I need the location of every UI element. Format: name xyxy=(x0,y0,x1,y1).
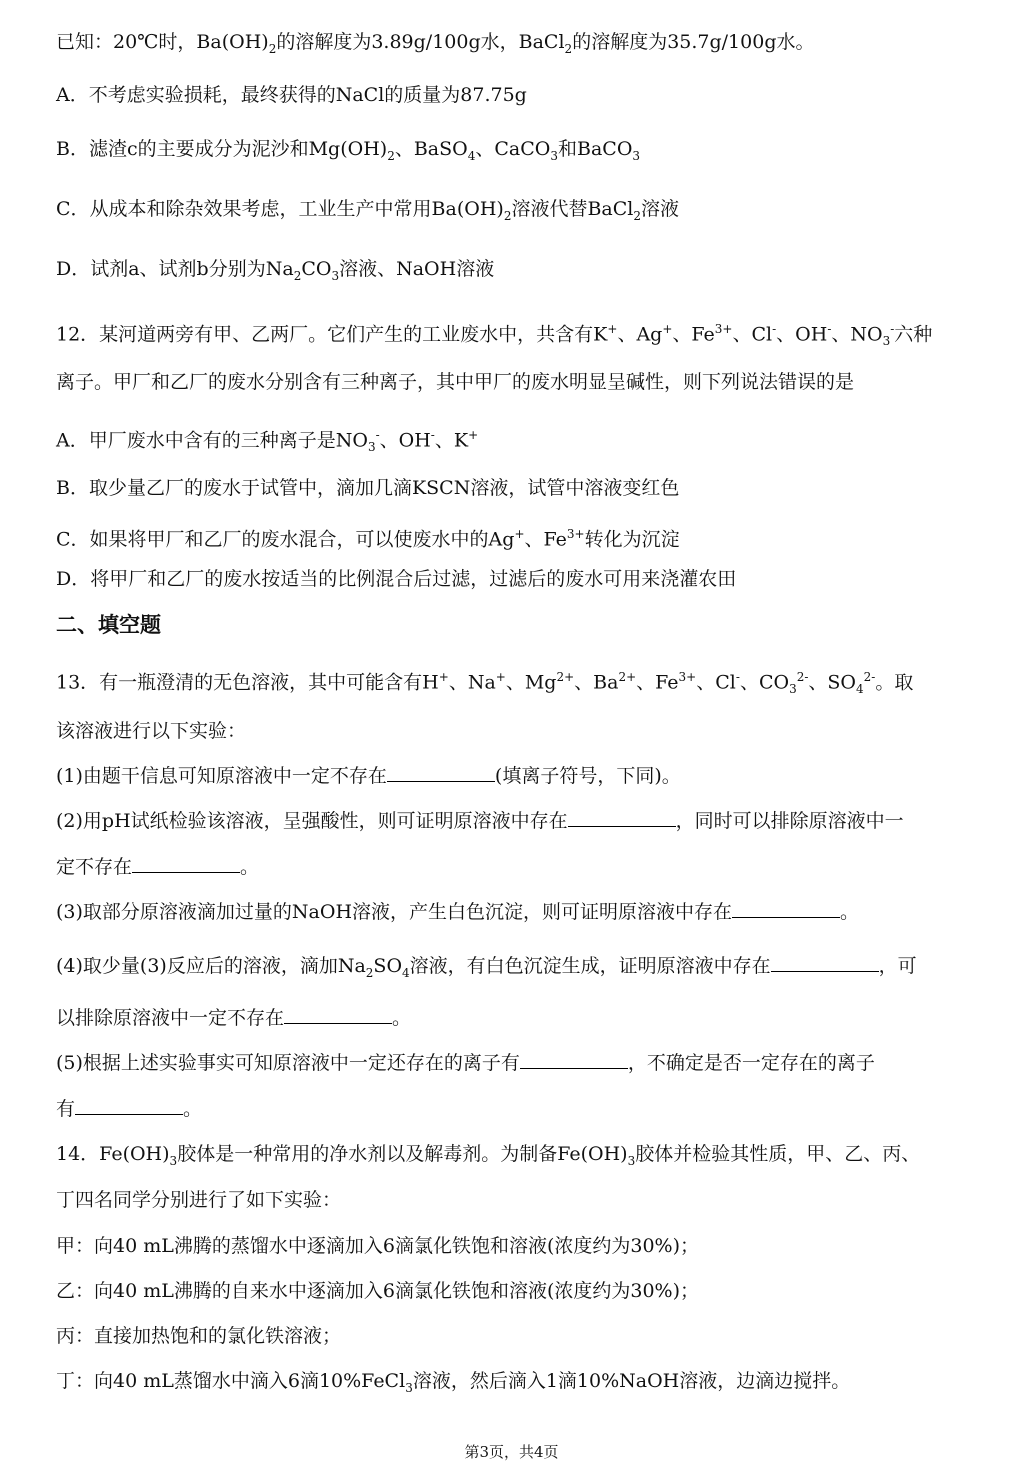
subscript: 2 xyxy=(268,41,277,56)
superscript: + xyxy=(438,670,449,684)
text-span: 转化为沉淀 xyxy=(584,528,680,551)
text-span: 。 xyxy=(183,1098,203,1120)
subscript: 2 xyxy=(387,148,395,163)
text-span: 二、填空题 xyxy=(56,613,161,637)
text-line xyxy=(56,853,259,881)
text-span: ，不确定是否一定存在的离子 xyxy=(627,1052,875,1074)
text-line xyxy=(56,1140,920,1175)
text-span: 溶液、NaOH溶液 xyxy=(339,258,495,280)
subscript: 4 xyxy=(856,682,864,697)
text-span: C．从成本和除杂效果考虑，工业生产中常用Ba(OH) xyxy=(56,198,504,220)
text-line xyxy=(56,135,640,170)
text-span: (填离子符号，下同)。 xyxy=(494,765,681,787)
text-span: 、Cl xyxy=(732,323,773,346)
superscript: - xyxy=(375,428,380,442)
text-span: 丁：向40 mL蒸馏水中滴入6滴10%FeCl xyxy=(56,1370,406,1392)
text-span: 乙：向40 mL沸腾的自来水中逐滴加入6滴氯化铁饱和溶液(浓度约为30%)； xyxy=(56,1280,699,1302)
text-line xyxy=(56,1322,341,1350)
answer-blank xyxy=(568,808,676,827)
text-line xyxy=(56,315,932,355)
text-span: 离子。甲厂和乙厂的废水分别含有三种离子，其中甲厂的废水明显呈碱性，则下列说法错误的是 xyxy=(56,371,855,393)
text-span: 已知：20℃时，Ba(OH) xyxy=(56,31,269,53)
text-line xyxy=(56,1277,699,1305)
text-span: 以排除原溶液中一定不存在 xyxy=(56,1007,285,1029)
text-span: 、NO xyxy=(831,323,883,346)
text-span: 、CaCO xyxy=(475,138,551,160)
text-span: A．不考虑实验损耗，最终获得的NaCl的质量为87.75g xyxy=(56,84,527,106)
text-span: 。取 xyxy=(875,671,914,694)
text-span: 。 xyxy=(240,856,260,878)
superscript: 3+ xyxy=(566,527,585,541)
superscript: + xyxy=(468,428,479,442)
superscript: - xyxy=(890,322,895,336)
text-span: 和BaCO xyxy=(558,138,633,160)
subscript: 4 xyxy=(467,148,476,163)
subscript: 2 xyxy=(365,965,374,980)
answer-blank xyxy=(771,953,879,972)
text-line xyxy=(56,421,478,461)
text-line xyxy=(56,1232,699,1260)
subscript: 3 xyxy=(331,268,340,283)
text-span: ，可 xyxy=(878,955,917,977)
text-span: 、BaSO xyxy=(394,138,468,160)
text-span: (5)根据上述实验事实可知原溶液中一定还存在的离子有 xyxy=(56,1052,520,1074)
text-line xyxy=(56,717,246,745)
answer-blank xyxy=(75,1096,183,1115)
superscript: + xyxy=(662,322,673,336)
text-span: 、CO xyxy=(739,671,790,694)
text-span: 13．有一瓶澄清的无色溶液，其中可能含有H xyxy=(56,671,439,694)
answer-blank xyxy=(132,854,240,873)
superscript: 3+ xyxy=(678,670,697,684)
superscript: - xyxy=(772,322,777,336)
answer-blank xyxy=(284,1005,392,1024)
superscript: 3+ xyxy=(714,322,733,336)
text-span: 14．Fe(OH) xyxy=(56,1143,170,1165)
text-span: 丙：直接加热饱和的氯化铁溶液； xyxy=(56,1325,342,1347)
page-footer: 第3页，共4页 xyxy=(464,1443,559,1461)
superscript: + xyxy=(514,527,525,541)
text-line xyxy=(56,1049,875,1077)
subscript: 3 xyxy=(169,1153,178,1168)
text-span: 六种 xyxy=(894,323,933,346)
text-line xyxy=(56,520,680,553)
text-span: (4)取少量(3)反应后的溶液，滴加Na xyxy=(56,955,366,977)
answer-blank xyxy=(520,1050,628,1069)
text-span: 胶体并检验其性质，甲、乙、丙、 xyxy=(635,1143,921,1165)
subscript: 3 xyxy=(405,1380,413,1395)
superscript: + xyxy=(495,670,506,684)
text-line xyxy=(56,81,527,109)
text-span: A．甲厂废水中含有的三种离子是NO xyxy=(56,429,368,452)
superscript: - xyxy=(430,428,435,442)
text-span: C．如果将甲厂和乙厂的废水混合，可以使废水中的Ag xyxy=(56,528,515,551)
text-span: 、Ba xyxy=(574,671,619,694)
text-line xyxy=(56,663,913,703)
text-span: 有 xyxy=(56,1098,76,1120)
text-span: 溶液，有白色沉淀生成，证明原溶液中存在 xyxy=(409,955,771,977)
superscript: 2- xyxy=(863,670,876,684)
text-span: 、SO xyxy=(808,671,856,694)
text-span: 、OH xyxy=(776,323,828,346)
subscript: 3 xyxy=(550,148,558,163)
text-span: B．取少量乙厂的废水于试管中，滴加几滴KSCN溶液，试管中溶液变红色 xyxy=(56,477,680,499)
text-span: ，同时可以排除原溶液中一 xyxy=(675,810,904,832)
subscript: 3 xyxy=(789,682,797,697)
text-span: 溶液，然后滴入1滴10%NaOH溶液，边滴边搅拌。 xyxy=(412,1370,851,1392)
text-span: 、Fe xyxy=(524,528,567,551)
text-line xyxy=(56,565,736,593)
text-span: 溶液代替BaCl xyxy=(511,198,634,220)
text-span: 、Mg xyxy=(505,671,557,694)
text-span: 、K xyxy=(434,429,469,452)
superscript: 2- xyxy=(796,670,809,684)
superscript: + xyxy=(607,322,618,336)
subscript: 4 xyxy=(402,965,410,980)
subscript: 3 xyxy=(882,334,891,349)
text-span: 、Na xyxy=(448,671,496,694)
text-span: 、Fe xyxy=(672,323,715,346)
text-line xyxy=(56,368,854,396)
superscript: 2+ xyxy=(618,670,637,684)
text-span: SO xyxy=(373,955,403,977)
text-span: D．将甲厂和乙厂的废水按适当的比例混合后过滤，过滤后的废水可用来浇灌农田 xyxy=(56,568,737,590)
subscript: 3 xyxy=(632,148,641,163)
text-line xyxy=(56,898,859,926)
section-heading xyxy=(56,611,161,639)
text-span: 丁四名同学分别进行了如下实验： xyxy=(56,1189,342,1211)
text-span: B．滤渣c的主要成分为泥沙和Mg(OH) xyxy=(56,138,388,160)
text-span: (1)由题干信息可知原溶液中一定不存在 xyxy=(56,765,387,787)
subscript: 3 xyxy=(627,1153,636,1168)
subscript: 2 xyxy=(564,41,573,56)
text-span: 该溶液进行以下实验： xyxy=(56,720,247,742)
text-span: 、OH xyxy=(379,429,431,452)
text-line xyxy=(56,762,681,790)
subscript: 3 xyxy=(367,440,376,455)
text-line xyxy=(56,28,814,63)
text-span: (2)用pH试纸检验该溶液，呈强酸性，则可证明原溶液中存在 xyxy=(56,810,568,832)
text-span: 。 xyxy=(392,1007,412,1029)
text-span: CO xyxy=(301,258,332,280)
text-span: 、Cl xyxy=(696,671,736,694)
superscript: - xyxy=(827,322,832,336)
text-span: 12．某河道两旁有甲、乙两厂。它们产生的工业废水中，共含有K xyxy=(56,323,608,346)
text-line xyxy=(56,255,494,290)
text-line xyxy=(56,807,904,835)
subscript: 2 xyxy=(293,268,302,283)
text-span: 胶体是一种常用的净水剂以及解毒剂。为制备Fe(OH) xyxy=(177,1143,628,1165)
text-span: 的溶解度为3.89g/100g水，BaCl xyxy=(276,31,565,53)
text-line xyxy=(56,1095,202,1123)
text-span: (3)取部分原溶液滴加过量的NaOH溶液，产生白色沉淀，则可证明原溶液中存在 xyxy=(56,901,733,923)
text-line xyxy=(56,195,679,230)
text-line xyxy=(56,1367,850,1402)
subscript: 2 xyxy=(503,208,512,223)
text-span: 。 xyxy=(840,901,860,923)
text-span: 的溶解度为35.7g/100g水。 xyxy=(572,31,815,53)
subscript: 2 xyxy=(633,208,641,223)
answer-blank xyxy=(732,899,840,918)
text-span: 、Ag xyxy=(617,323,663,346)
text-span: 甲：向40 mL沸腾的蒸馏水中逐滴加入6滴氯化铁饱和溶液(浓度约为30%)； xyxy=(56,1235,699,1257)
answer-blank xyxy=(387,763,495,782)
text-line xyxy=(56,474,679,502)
text-span: 溶液 xyxy=(641,198,680,220)
text-span: 、Fe xyxy=(636,671,679,694)
superscript: 2+ xyxy=(556,670,575,684)
superscript: - xyxy=(735,670,740,684)
text-span: D．试剂a、试剂b分别为Na xyxy=(56,258,294,280)
text-line xyxy=(56,1186,341,1214)
text-line xyxy=(56,952,917,987)
text-line xyxy=(56,1004,411,1032)
text-span: 定不存在 xyxy=(56,856,133,878)
